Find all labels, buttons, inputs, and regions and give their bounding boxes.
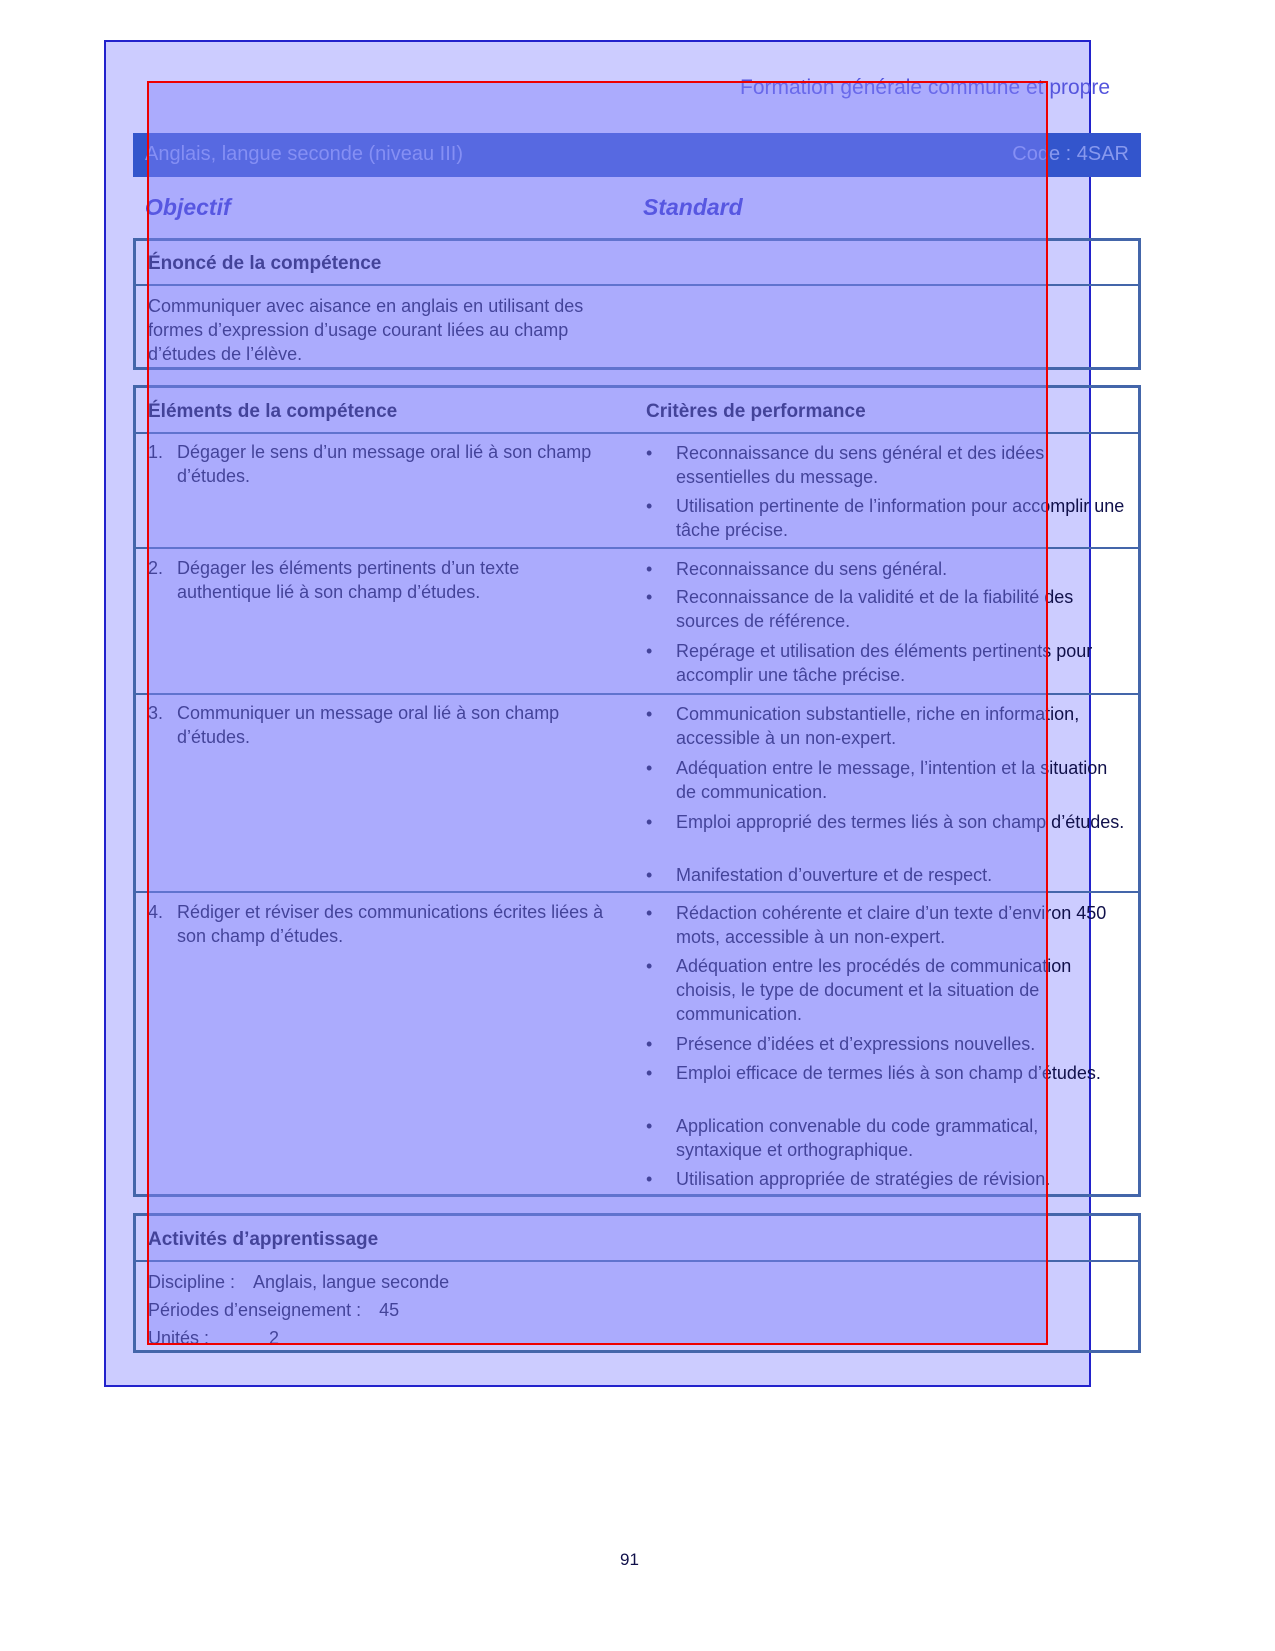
elements-heading: Éléments de la compétence — [148, 401, 398, 422]
periods-label: Périodes d’enseignement : — [148, 1300, 362, 1320]
discipline-value: Anglais, langue seconde — [253, 1272, 450, 1292]
elements-header — [136, 388, 1138, 434]
bullet-icon: • — [646, 559, 653, 579]
course-title: Anglais, langue seconde (niveau III) — [145, 143, 463, 165]
criterion-text: Emploi approprié des termes liés à son champ d’études. — [676, 812, 1125, 832]
element-text: Dégager les éléments pertinents d’un texte authentique lié à son champ d’études. — [177, 558, 520, 602]
criterion-2-2 — [646, 585, 1126, 633]
criterion-1-2 — [646, 494, 1126, 542]
element-4 — [148, 900, 608, 948]
criterion-3-2 — [646, 756, 1126, 804]
bullet-icon: • — [646, 443, 653, 463]
bullet-icon: • — [646, 1034, 653, 1054]
criterion-3-1 — [646, 702, 1126, 750]
bullet-icon: • — [646, 1116, 653, 1136]
element-number: 2. — [148, 558, 164, 578]
element-1 — [148, 440, 608, 488]
units-value: 2 — [269, 1328, 280, 1348]
criterion-text: Reconnaissance du sens général. — [676, 559, 948, 579]
criterion-4-3 — [646, 1032, 1126, 1056]
element-number: 1. — [148, 442, 164, 462]
page-number: 91 — [620, 1550, 639, 1569]
element-text: Dégager le sens d’un message oral lié à son champ d’études. — [177, 442, 592, 486]
course-code: Code : 4SAR — [1012, 143, 1129, 165]
activities-box — [133, 1213, 1141, 1353]
element-3 — [148, 701, 608, 749]
criterion-4-1 — [646, 901, 1126, 949]
criterion-4-2 — [646, 954, 1126, 1026]
criterion-text: Reconnaissance du sens général et des idées essentielles du message. — [676, 443, 1045, 487]
bullet-icon: • — [646, 1063, 653, 1083]
element-2 — [148, 556, 608, 604]
discipline-line — [148, 1270, 449, 1294]
periods-value: 45 — [379, 1300, 400, 1320]
competency-heading: Énoncé de la compétence — [148, 253, 382, 274]
periods-line — [148, 1298, 399, 1322]
bullet-icon: • — [646, 758, 653, 778]
row-divider — [136, 547, 1138, 549]
course-header-bar — [133, 133, 1141, 177]
top-tag: Formation générale commune et propre — [740, 76, 1111, 99]
criterion-text: Utilisation pertinente de l’information pour accomplir une tâche précise. — [676, 496, 1125, 540]
criterion-text: Utilisation appropriée de stratégies de révision. — [676, 1169, 1051, 1189]
criterion-text: Emploi efficace de termes liés à son champ d’études. — [676, 1063, 1101, 1083]
activities-heading: Activités d’apprentissage — [148, 1229, 379, 1250]
criterion-text: Communication substantielle, riche en information, accessible à un non-expert. — [676, 704, 1080, 748]
criterion-text: Présence d’idées et d’expressions nouvelles. — [676, 1034, 1036, 1054]
row-divider — [136, 693, 1138, 695]
criterion-3-3 — [646, 810, 1126, 834]
criterion-4-5 — [646, 1114, 1126, 1162]
criteria-heading: Critères de performance — [646, 401, 866, 422]
element-text: Rédiger et réviser des communications écrites liées à son champ d’études. — [177, 902, 604, 946]
element-number: 3. — [148, 703, 164, 723]
objective-title: Objectif — [145, 194, 231, 220]
criterion-1-1 — [646, 441, 1126, 489]
bullet-icon: • — [646, 641, 653, 661]
criterion-text: Adéquation entre les procédés de communication choisis, le type de document et la situation de communication. — [676, 956, 1072, 1024]
bullet-icon: • — [646, 587, 653, 607]
element-number: 4. — [148, 902, 164, 922]
bullet-icon: • — [646, 865, 653, 885]
criterion-text: Rédaction cohérente et claire d’un texte d’environ 450 mots, accessible à un non-expert. — [676, 903, 1107, 947]
elements-box — [133, 385, 1141, 1197]
criterion-4-6 — [646, 1167, 1126, 1191]
criterion-4-4 — [646, 1061, 1126, 1085]
competency-header — [136, 241, 1138, 286]
criterion-2-3 — [646, 639, 1126, 687]
criterion-text: Adéquation entre le message, l’intention et la situation de communication. — [676, 758, 1108, 802]
row-divider — [136, 891, 1138, 893]
bullet-icon: • — [646, 704, 653, 724]
criterion-2-1 — [646, 557, 1126, 581]
criterion-text: Repérage et utilisation des éléments pertinents pour accomplir une tâche précise. — [676, 641, 1093, 685]
bullet-icon: • — [646, 903, 653, 923]
bullet-icon: • — [646, 812, 653, 832]
criterion-3-4 — [646, 863, 1126, 887]
criterion-text: Application convenable du code grammatical, syntaxique et orthographique. — [676, 1116, 1039, 1160]
bullet-icon: • — [646, 1169, 653, 1189]
activities-header — [136, 1216, 1138, 1262]
bullet-icon: • — [646, 496, 653, 516]
units-label: Unités : — [148, 1328, 210, 1348]
bullet-icon: • — [646, 956, 653, 976]
criterion-text: Manifestation d’ouverture et de respect. — [676, 865, 993, 885]
competency-text: Communiquer avec aisance en anglais en utilisant des formes d’expression d’usage courant liées au champ d’études de l’élève. — [148, 296, 584, 364]
competency-box — [133, 238, 1141, 370]
element-text: Communiquer un message oral lié à son champ d’études. — [177, 703, 560, 747]
units-line — [148, 1326, 279, 1350]
criterion-text: Reconnaissance de la validité et de la fiabilité des sources de référence. — [676, 587, 1074, 631]
discipline-label: Discipline : — [148, 1272, 236, 1292]
standard-title: Standard — [643, 194, 743, 220]
